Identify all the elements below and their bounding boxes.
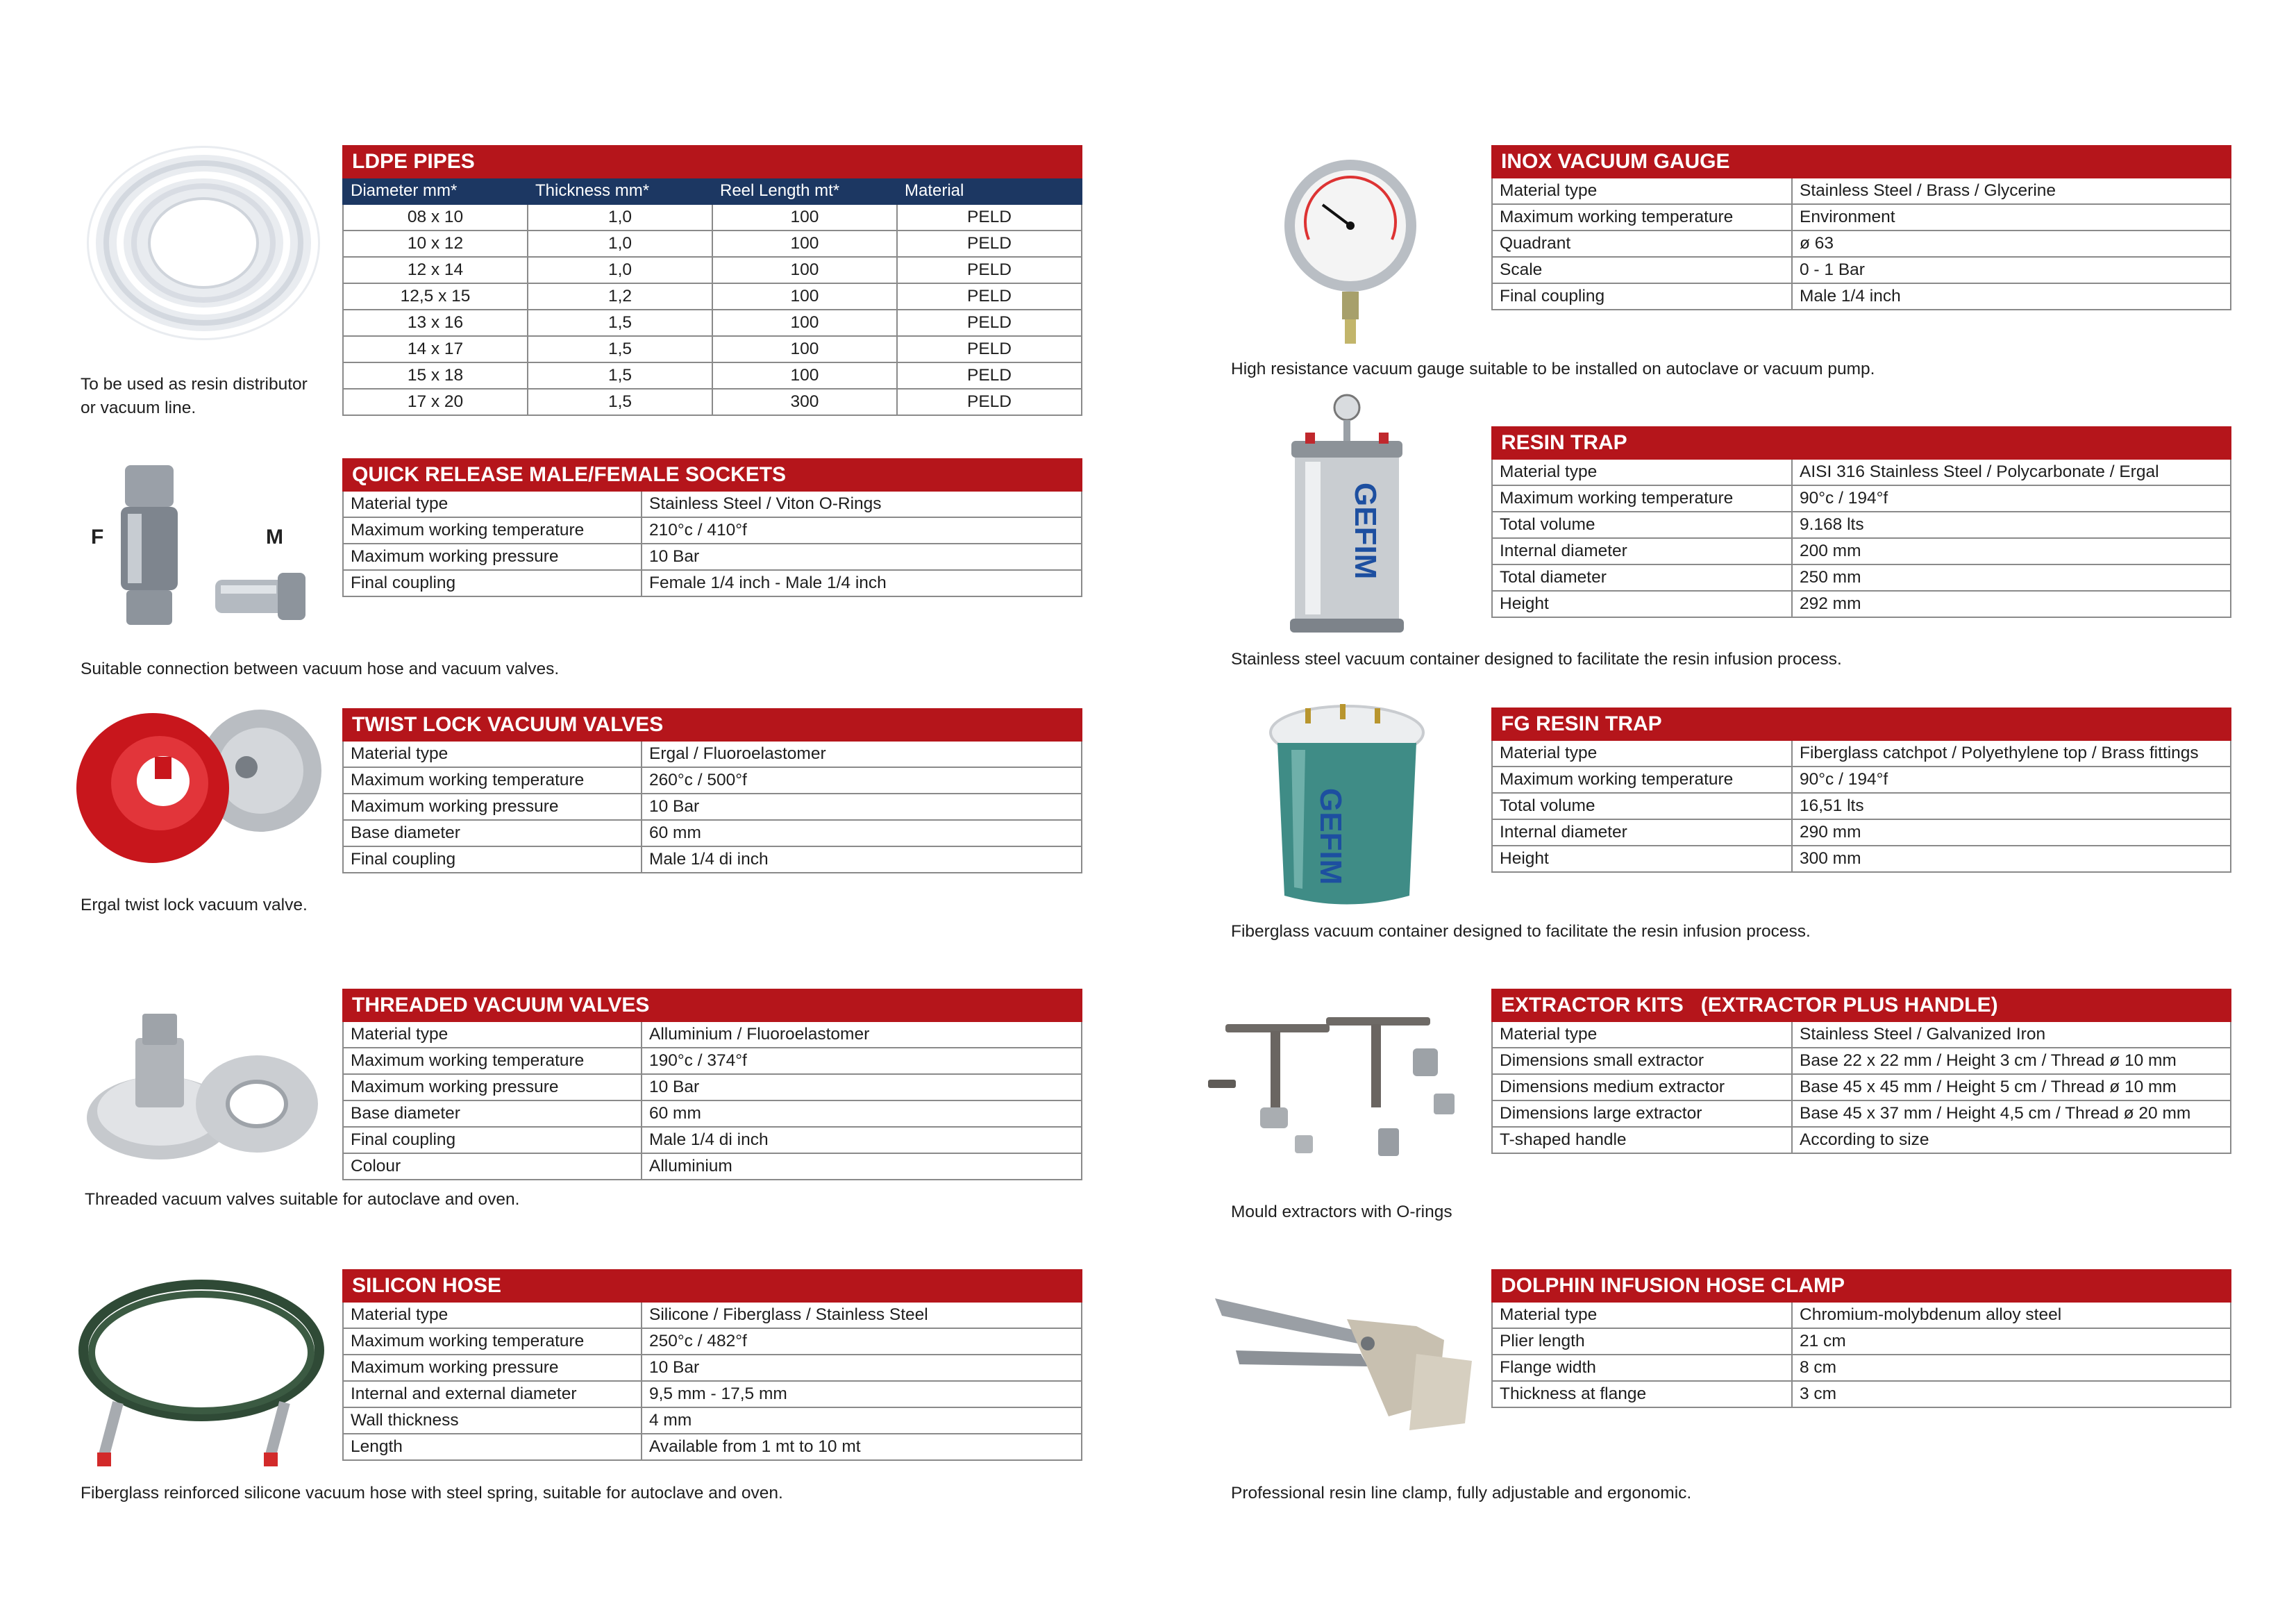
property-label: Scale [1492, 257, 1792, 283]
diameter-cell: 15 x 18 [343, 362, 528, 389]
resin-trap-brand: GEFIM [1348, 483, 1382, 580]
property-value: Silicone / Fiberglass / Stainless Steel [642, 1302, 1082, 1328]
property-label: Thickness at flange [1492, 1381, 1792, 1407]
property-value: Available from 1 mt to 10 mt [642, 1434, 1082, 1460]
table-row [1492, 283, 2231, 310]
property-label: Maximum working temperature [343, 517, 642, 544]
silicon-hose-title: SILICON HOSE [343, 1270, 1082, 1302]
property-label: Colour [343, 1153, 642, 1180]
dolphin-hose-clamp-title: DOLPHIN INFUSION HOSE CLAMP [1492, 1270, 2231, 1302]
material-cell: PELD [897, 310, 1082, 336]
column-header-diameter: Diameter mm* [343, 178, 528, 204]
property-value: Female 1/4 inch - Male 1/4 inch [642, 570, 1082, 596]
table-row [343, 362, 1082, 389]
twist-lock-valves-table [342, 708, 1082, 873]
table-row [343, 820, 1082, 846]
property-label: Material type [1492, 1021, 1792, 1048]
table-row [343, 389, 1082, 415]
fg-resin-trap-table [1491, 708, 2231, 873]
property-label: Internal and external diameter [343, 1381, 642, 1407]
threaded-valves-table [342, 989, 1082, 1180]
property-value: 250 mm [1792, 564, 2231, 591]
property-value: Base 45 x 45 mm / Height 5 cm / Thread ø 10 mm [1792, 1074, 2231, 1100]
property-label: Base diameter [343, 820, 642, 846]
material-cell: PELD [897, 257, 1082, 283]
fg-resin-trap-caption: Fiberglass vacuum container designed to facilitate the resin infusion process. [1231, 922, 1811, 941]
fg-resin-trap-title: FG RESIN TRAP [1492, 708, 2231, 740]
quick-release-sockets-table [342, 458, 1082, 597]
property-label: Material type [1492, 459, 1792, 485]
property-label: Height [1492, 846, 1792, 872]
property-label: Internal diameter [1492, 538, 1792, 564]
property-value: Alluminium / Fluoroelastomer [642, 1021, 1082, 1048]
table-row [343, 1355, 1082, 1381]
property-value: Chromium-molybdenum alloy steel [1792, 1302, 2231, 1328]
property-label: Final coupling [343, 570, 642, 596]
property-value: 4 mm [642, 1407, 1082, 1434]
diameter-cell: 10 x 12 [343, 231, 528, 257]
threaded-valves-title: THREADED VACUUM VALVES [343, 989, 1082, 1021]
extractor-kit-image [1205, 1010, 1482, 1177]
table-row [1492, 1355, 2231, 1381]
inox-vacuum-gauge-caption: High resistance vacuum gauge suitable to be installed on autoclave or vacuum pump. [1231, 360, 1875, 378]
silicon-hose-caption: Fiberglass reinforced silicone vacuum hose with steel spring, suitable for autoclave and oven. [81, 1484, 783, 1502]
thickness-cell: 1,5 [528, 310, 712, 336]
property-label: Total volume [1492, 793, 1792, 819]
property-label: Plier length [1492, 1328, 1792, 1355]
dolphin-hose-clamp-table [1491, 1269, 2231, 1408]
table-row [1492, 204, 2231, 231]
property-value: 90°c / 194°f [1792, 767, 2231, 793]
table-row [1492, 1127, 2231, 1153]
property-value: 60 mm [642, 820, 1082, 846]
table-row [343, 544, 1082, 570]
thickness-cell: 1,5 [528, 389, 712, 415]
material-cell: PELD [897, 283, 1082, 310]
property-value: Fiberglass catchpot / Polyethylene top / Brass fittings [1792, 740, 2231, 767]
threaded-valves-caption: Threaded vacuum valves suitable for autoclave and oven. [85, 1190, 520, 1209]
thickness-cell: 1,2 [528, 283, 712, 310]
diameter-cell: 14 x 17 [343, 336, 528, 362]
table-row [343, 846, 1082, 873]
table-row [343, 794, 1082, 820]
table-row [1492, 1302, 2231, 1328]
property-value: Male 1/4 di inch [642, 1127, 1082, 1153]
table-row [343, 310, 1082, 336]
reel-length-cell: 100 [712, 231, 897, 257]
column-header-reel-length: Reel Length mt* [712, 178, 897, 204]
fg-resin-trap-brand: GEFIM [1314, 788, 1348, 885]
table-row [1492, 740, 2231, 767]
resin-trap-table [1491, 426, 2231, 618]
material-cell: PELD [897, 204, 1082, 231]
property-label: Total volume [1492, 512, 1792, 538]
table-row [343, 741, 1082, 767]
table-row [343, 283, 1082, 310]
property-label: T-shaped handle [1492, 1127, 1792, 1153]
property-label: Maximum working pressure [343, 544, 642, 570]
property-label: Total diameter [1492, 564, 1792, 591]
property-value: 10 Bar [642, 1355, 1082, 1381]
reel-length-cell: 100 [712, 204, 897, 231]
table-row [1492, 793, 2231, 819]
property-label: Maximum working temperature [343, 767, 642, 794]
property-value: ø 63 [1792, 231, 2231, 257]
reel-length-cell: 100 [712, 283, 897, 310]
quick-release-sockets-title: QUICK RELEASE MALE/FEMALE SOCKETS [343, 459, 1082, 491]
table-row [343, 1434, 1082, 1460]
property-label: Material type [343, 1021, 642, 1048]
table-row [1492, 819, 2231, 846]
property-label: Maximum working temperature [343, 1048, 642, 1074]
table-row [343, 1302, 1082, 1328]
property-value: Ergal / Fluoroelastomer [642, 741, 1082, 767]
resin-trap-caption: Stainless steel vacuum container designed to facilitate the resin infusion process. [1231, 650, 1842, 669]
threaded-valve-image [83, 1007, 319, 1173]
property-value: Male 1/4 inch [1792, 283, 2231, 310]
table-row [1492, 767, 2231, 793]
diameter-cell: 08 x 10 [343, 204, 528, 231]
property-label: Length [343, 1434, 642, 1460]
diameter-cell: 12,5 x 15 [343, 283, 528, 310]
quick-release-sockets-image [111, 458, 319, 639]
table-row [1492, 564, 2231, 591]
resin-trap-title: RESIN TRAP [1492, 427, 2231, 459]
ldpe-caption-line-2: or vacuum line. [81, 399, 196, 417]
property-value: 292 mm [1792, 591, 2231, 617]
ldpe-pipes-title: LDPE PIPES [343, 146, 1082, 178]
extractor-kits-title: EXTRACTOR KITS (EXTRACTOR PLUS HANDLE) [1492, 989, 2231, 1021]
table-row [1492, 1021, 2231, 1048]
property-value: 190°c / 374°f [642, 1048, 1082, 1074]
property-value: Base 45 x 37 mm / Height 4,5 cm / Thread ø 20 mm [1792, 1100, 2231, 1127]
twist-lock-valves-title: TWIST LOCK VACUUM VALVES [343, 709, 1082, 741]
dolphin-hose-clamp-caption: Professional resin line clamp, fully adjustable and ergonomic. [1231, 1484, 1692, 1502]
property-value: 300 mm [1792, 846, 2231, 872]
property-label: Wall thickness [343, 1407, 642, 1434]
property-label: Quadrant [1492, 231, 1792, 257]
inox-vacuum-gauge-title: INOX VACUUM GAUGE [1492, 146, 2231, 178]
reel-length-cell: 100 [712, 257, 897, 283]
table-row [1492, 1100, 2231, 1127]
thickness-cell: 1,5 [528, 362, 712, 389]
property-label: Dimensions large extractor [1492, 1100, 1792, 1127]
ldpe-caption-line-1: To be used as resin distributor [81, 375, 308, 394]
property-label: Final coupling [1492, 283, 1792, 310]
table-row [1492, 178, 2231, 204]
property-label: Maximum working pressure [343, 1074, 642, 1100]
table-row [343, 570, 1082, 596]
property-value: Male 1/4 di inch [642, 846, 1082, 873]
property-value: 21 cm [1792, 1328, 2231, 1355]
quick-release-sockets-caption: Suitable connection between vacuum hose and vacuum valves. [81, 660, 560, 678]
table-row [1492, 1048, 2231, 1074]
table-row [1492, 846, 2231, 872]
property-value: 10 Bar [642, 1074, 1082, 1100]
thickness-cell: 1,0 [528, 204, 712, 231]
property-label: Dimensions small extractor [1492, 1048, 1792, 1074]
property-value: Base 22 x 22 mm / Height 3 cm / Thread ø 10 mm [1792, 1048, 2231, 1074]
table-row [343, 1048, 1082, 1074]
property-label: Dimensions medium extractor [1492, 1074, 1792, 1100]
table-row [1492, 538, 2231, 564]
table-row [343, 767, 1082, 794]
table-row [343, 257, 1082, 283]
property-value: Stainless Steel / Brass / Glycerine [1792, 178, 2231, 204]
table-row [343, 1100, 1082, 1127]
property-label: Maximum working temperature [1492, 485, 1792, 512]
property-label: Maximum working temperature [1492, 204, 1792, 231]
property-value: Environment [1792, 204, 2231, 231]
reel-length-cell: 100 [712, 362, 897, 389]
property-label: Height [1492, 591, 1792, 617]
reel-length-cell: 100 [712, 310, 897, 336]
fg-resin-trap-image [1264, 701, 1430, 916]
silicon-hose-image [76, 1271, 333, 1479]
material-cell: PELD [897, 389, 1082, 415]
property-value: 60 mm [642, 1100, 1082, 1127]
vacuum-gauge-image [1281, 156, 1420, 351]
table-row [343, 517, 1082, 544]
property-label: Flange width [1492, 1355, 1792, 1381]
table-row [343, 1021, 1082, 1048]
property-label: Material type [1492, 1302, 1792, 1328]
diameter-cell: 13 x 16 [343, 310, 528, 336]
table-row [1492, 1074, 2231, 1100]
table-row [1492, 231, 2231, 257]
property-label: Maximum working temperature [343, 1328, 642, 1355]
table-row [1492, 1328, 2231, 1355]
property-value: 0 - 1 Bar [1792, 257, 2231, 283]
reel-length-cell: 100 [712, 336, 897, 362]
table-row [343, 231, 1082, 257]
property-label: Maximum working pressure [343, 794, 642, 820]
female-label: F [91, 526, 104, 549]
ldpe-pipe-coil-image [82, 139, 325, 347]
property-label: Final coupling [343, 1127, 642, 1153]
table-row [343, 336, 1082, 362]
property-value: 9,5 mm - 17,5 mm [642, 1381, 1082, 1407]
property-label: Maximum working pressure [343, 1355, 642, 1381]
property-label: Material type [343, 1302, 642, 1328]
table-row [1492, 485, 2231, 512]
male-label: M [266, 526, 283, 549]
table-row [343, 1381, 1082, 1407]
property-label: Base diameter [343, 1100, 642, 1127]
twist-lock-valve-image [73, 701, 323, 868]
inox-vacuum-gauge-table [1491, 145, 2231, 310]
property-value: 290 mm [1792, 819, 2231, 846]
property-label: Material type [1492, 178, 1792, 204]
table-row [343, 1328, 1082, 1355]
property-label: Material type [343, 741, 642, 767]
reel-length-cell: 300 [712, 389, 897, 415]
diameter-cell: 12 x 14 [343, 257, 528, 283]
table-row [1492, 591, 2231, 617]
column-header-material: Material [897, 178, 1082, 204]
property-value: 16,51 lts [1792, 793, 2231, 819]
property-value: 90°c / 194°f [1792, 485, 2231, 512]
table-row [343, 1074, 1082, 1100]
property-value: 260°c / 500°f [642, 767, 1082, 794]
thickness-cell: 1,0 [528, 231, 712, 257]
table-row [343, 204, 1082, 231]
property-value: 200 mm [1792, 538, 2231, 564]
column-header-thickness: Thickness mm* [528, 178, 712, 204]
extractor-kits-table [1491, 989, 2231, 1154]
property-value: 9.168 lts [1792, 512, 2231, 538]
thickness-cell: 1,0 [528, 257, 712, 283]
twist-lock-valves-caption: Ergal twist lock vacuum valve. [81, 896, 308, 914]
resin-trap-image [1277, 392, 1416, 642]
property-value: AISI 316 Stainless Steel / Polycarbonate / Ergal [1792, 459, 2231, 485]
property-value: 3 cm [1792, 1381, 2231, 1407]
property-value: According to size [1792, 1127, 2231, 1153]
property-label: Final coupling [343, 846, 642, 873]
table-row [1492, 257, 2231, 283]
property-value: 250°c / 482°f [642, 1328, 1082, 1355]
hose-clamp-image [1208, 1284, 1479, 1458]
diameter-cell: 17 x 20 [343, 389, 528, 415]
property-value: 210°c / 410°f [642, 517, 1082, 544]
table-row [1492, 459, 2231, 485]
property-value: Stainless Steel / Galvanized Iron [1792, 1021, 2231, 1048]
property-value: Stainless Steel / Viton O-Rings [642, 491, 1082, 517]
material-cell: PELD [897, 362, 1082, 389]
table-row [343, 1127, 1082, 1153]
material-cell: PELD [897, 336, 1082, 362]
material-cell: PELD [897, 231, 1082, 257]
table-row [343, 491, 1082, 517]
property-value: 10 Bar [642, 794, 1082, 820]
thickness-cell: 1,5 [528, 336, 712, 362]
property-value: Alluminium [642, 1153, 1082, 1180]
property-value: 10 Bar [642, 544, 1082, 570]
table-row [1492, 512, 2231, 538]
property-label: Internal diameter [1492, 819, 1792, 846]
property-label: Material type [1492, 740, 1792, 767]
ldpe-pipes-table [342, 145, 1082, 416]
extractor-kits-caption: Mould extractors with O-rings [1231, 1203, 1452, 1221]
property-value: 8 cm [1792, 1355, 2231, 1381]
table-row [1492, 1381, 2231, 1407]
property-label: Material type [343, 491, 642, 517]
table-row [343, 1153, 1082, 1180]
property-label: Maximum working temperature [1492, 767, 1792, 793]
silicon-hose-table [342, 1269, 1082, 1461]
table-row [343, 1407, 1082, 1434]
